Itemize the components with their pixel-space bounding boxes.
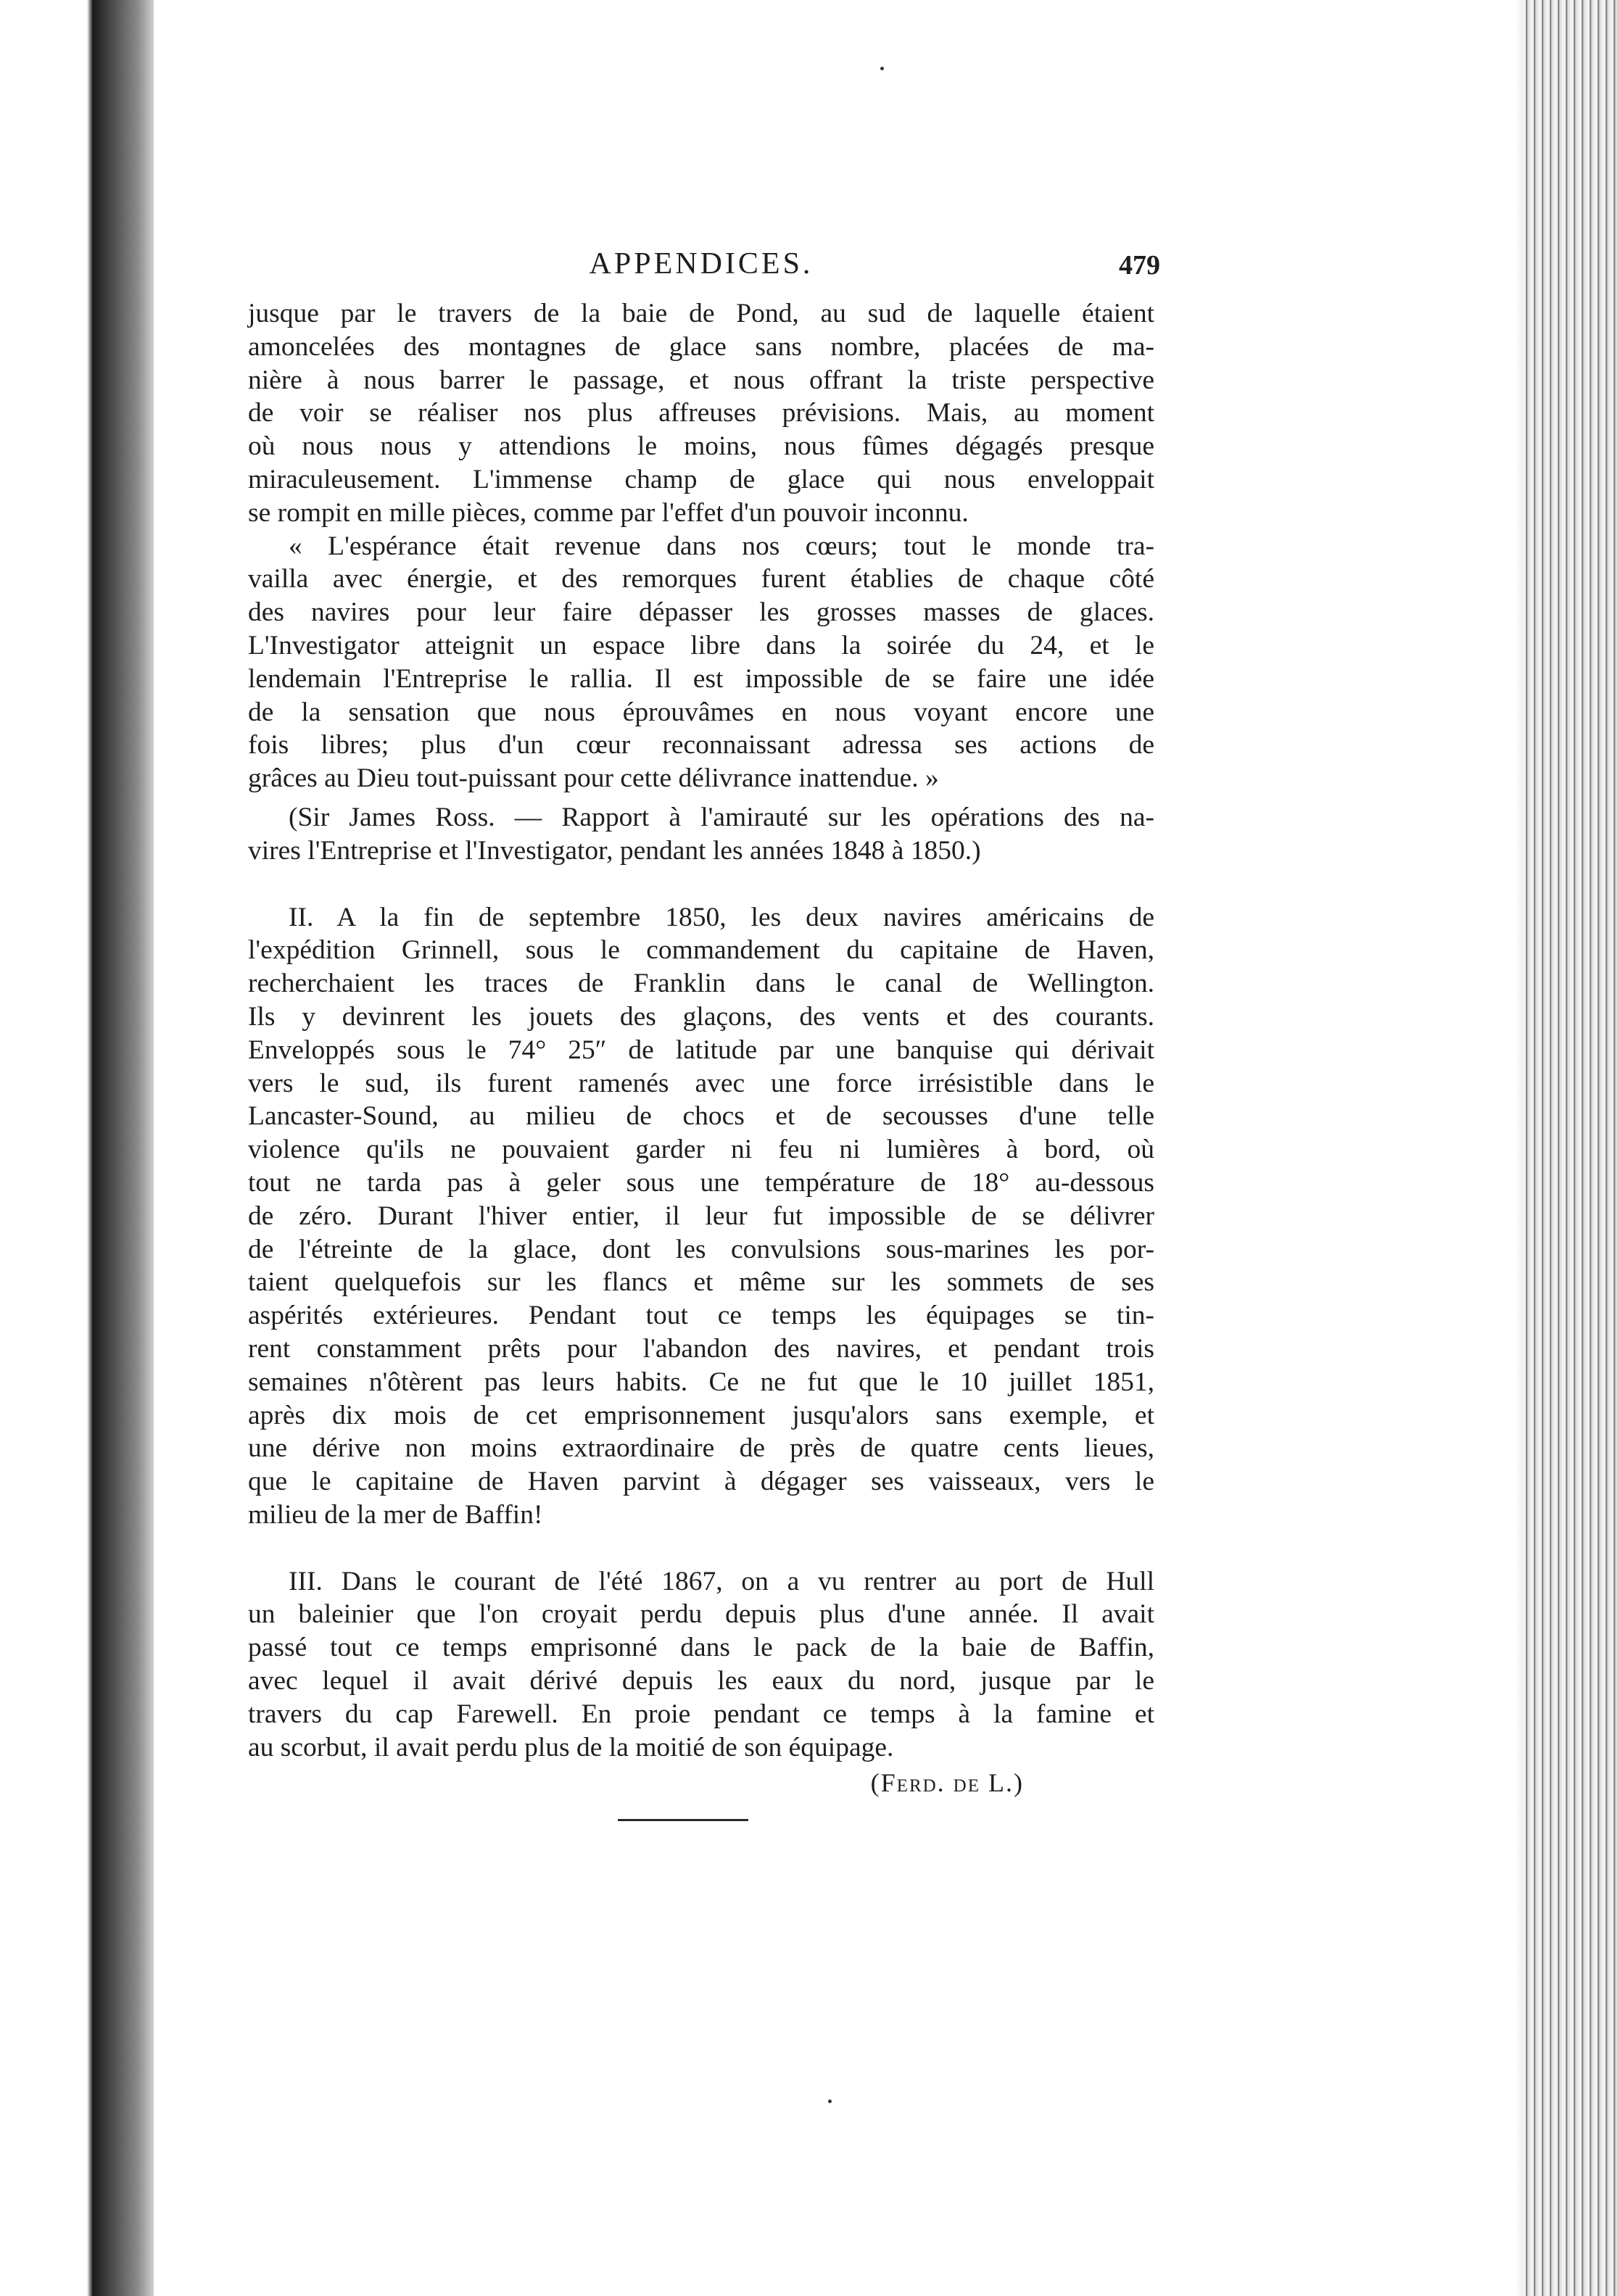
text-line: que le capitaine de Haven parvint à dégager ses vaisseaux, vers le — [248, 1467, 1154, 1497]
author-signature: (Ferd. de L.) — [870, 1768, 1024, 1798]
text-line: de voir se réaliser nos plus affreuses prévisions. Mais, au moment — [248, 398, 1154, 428]
text-line: (Sir James Ross. — Rapport à l'amirauté sur les opérations des na- — [289, 802, 1154, 832]
text-line: nière à nous barrer le passage, et nous offrant la triste perspective — [248, 365, 1154, 395]
text-line: l'expédition Grinnell, sous le commandement du capitaine de Haven, — [248, 935, 1154, 966]
page-number: 479 — [1119, 250, 1160, 281]
text-line: violence qu'ils ne pouvaient garder ni feu ni lumières à bord, où — [248, 1135, 1154, 1165]
section-gap — [248, 1532, 1154, 1565]
scan-binding-shadow — [0, 0, 154, 2296]
text-line: milieu de la mer de Baffin! — [248, 1499, 543, 1530]
text-line: Ils y devinrent les jouets des glaçons, des vents et des courants. — [248, 1001, 1154, 1032]
running-title: APPENDICES. — [589, 247, 814, 281]
text-line: II. A la fin de septembre 1850, les deux navires américains de — [289, 902, 1154, 932]
text-line: travers du cap Farewell. En proie pendant ce temps à la famine et — [248, 1699, 1154, 1729]
running-head — [248, 239, 1160, 297]
closing-rule — [618, 1819, 748, 1821]
text-line: Lancaster-Sound, au milieu de chocs et de secousses d'une telle — [248, 1101, 1154, 1132]
text-line: jusque par le travers de la baie de Pond, au sud de laquelle étaient — [248, 299, 1154, 328]
scan-speck — [880, 67, 884, 70]
text-line: avec lequel il avait dérivé depuis les eaux du nord, jusque par le — [248, 1666, 1154, 1696]
text-line: L'Investigator atteignit un espace libre dans la soirée du 24, et le — [248, 630, 1154, 660]
paragraph-section-ii — [248, 901, 1154, 1532]
section-gap — [248, 868, 1154, 901]
text-line: miraculeusement. L'immense champ de glace qui nous enveloppait — [248, 464, 1154, 494]
text-line: recherchaient les traces de Franklin dans le canal de Wellington. — [248, 969, 1154, 999]
text-line: semaines n'ôtèrent pas leurs habits. Ce ne fut que le 10 juillet 1851, — [248, 1367, 1154, 1397]
paragraph-section-iii — [248, 1565, 1154, 1765]
text-line: au scorbut, il avait perdu plus de la moitié de son équipage. — [248, 1732, 894, 1762]
scan-speck — [828, 2100, 832, 2103]
paragraph-continuation — [248, 297, 1154, 530]
text-line: III. Dans le courant de l'été 1867, on a vu rentrer au port de Hull — [289, 1566, 1154, 1596]
text-line: « L'espérance était revenue dans nos cœurs; tout le monde tra- — [289, 531, 1154, 561]
text-line: amoncelées des montagnes de glace sans nombre, placées de ma- — [248, 331, 1154, 362]
text-line: vailla avec énergie, et des remorques furent établies de chaque côté — [248, 564, 1154, 594]
paragraph-citation — [248, 801, 1154, 868]
text-line: après dix mois de cet emprisonnement jusqu'alors sans exemple, et — [248, 1400, 1154, 1430]
text-line: des navires pour leur faire dépasser les grosses masses de glaces. — [248, 597, 1154, 628]
text-line: fois libres; plus d'un cœur reconnaissant adressa ses actions de — [248, 730, 1154, 761]
text-line: rent constamment prêts pour l'abandon des navires, et pendant trois — [248, 1333, 1154, 1364]
text-line: grâces au Dieu tout-puissant pour cette délivrance inattendue. » — [248, 763, 939, 794]
text-line: de zéro. Durant l'hiver entier, il leur fut impossible de se délivrer — [248, 1201, 1154, 1231]
text-line: tout ne tarda pas à geler sous une température de 18° au-dessous — [248, 1167, 1154, 1198]
text-line: une dérive non moins extraordinaire de près de quatre cents lieues, — [248, 1433, 1154, 1464]
text-line: se rompit en mille pièces, comme par l'effet d'un pouvoir inconnu. — [248, 497, 969, 528]
book-page — [248, 239, 1160, 1821]
scan-page-edges — [1523, 0, 1617, 2296]
text-line: taient quelquefois sur les flancs et même sur les sommets de ses — [248, 1267, 1154, 1298]
text-line: où nous nous y attendions le moins, nous fûmes dégagés presque — [248, 431, 1154, 462]
text-line: lendemain l'Entreprise le rallia. Il est impossible de se faire une idée — [248, 663, 1154, 694]
text-line: aspérités extérieures. Pendant tout ce temps les équipages se tin- — [248, 1301, 1154, 1331]
text-line: Enveloppés sous le 74° 25″ de latitude par une banquise qui dérivait — [248, 1035, 1154, 1065]
text-line: passé tout ce temps emprisonné dans le pack de la baie de Baffin, — [248, 1633, 1154, 1663]
text-line: vers le sud, ils furent ramenés avec une force irrésistible dans le — [248, 1068, 1154, 1098]
text-line: de la sensation que nous éprouvâmes en nous voyant encore une — [248, 697, 1154, 727]
body-text — [248, 297, 1154, 1821]
text-line: un baleinier que l'on croyait perdu depuis plus d'une année. Il avait — [248, 1599, 1154, 1630]
text-line: vires l'Entreprise et l'Investigator, pendant les années 1848 à 1850.) — [248, 835, 981, 866]
paragraph-quote — [248, 530, 1154, 795]
text-line: de l'étreinte de la glace, dont les convulsions sous-marines les por- — [248, 1234, 1154, 1264]
